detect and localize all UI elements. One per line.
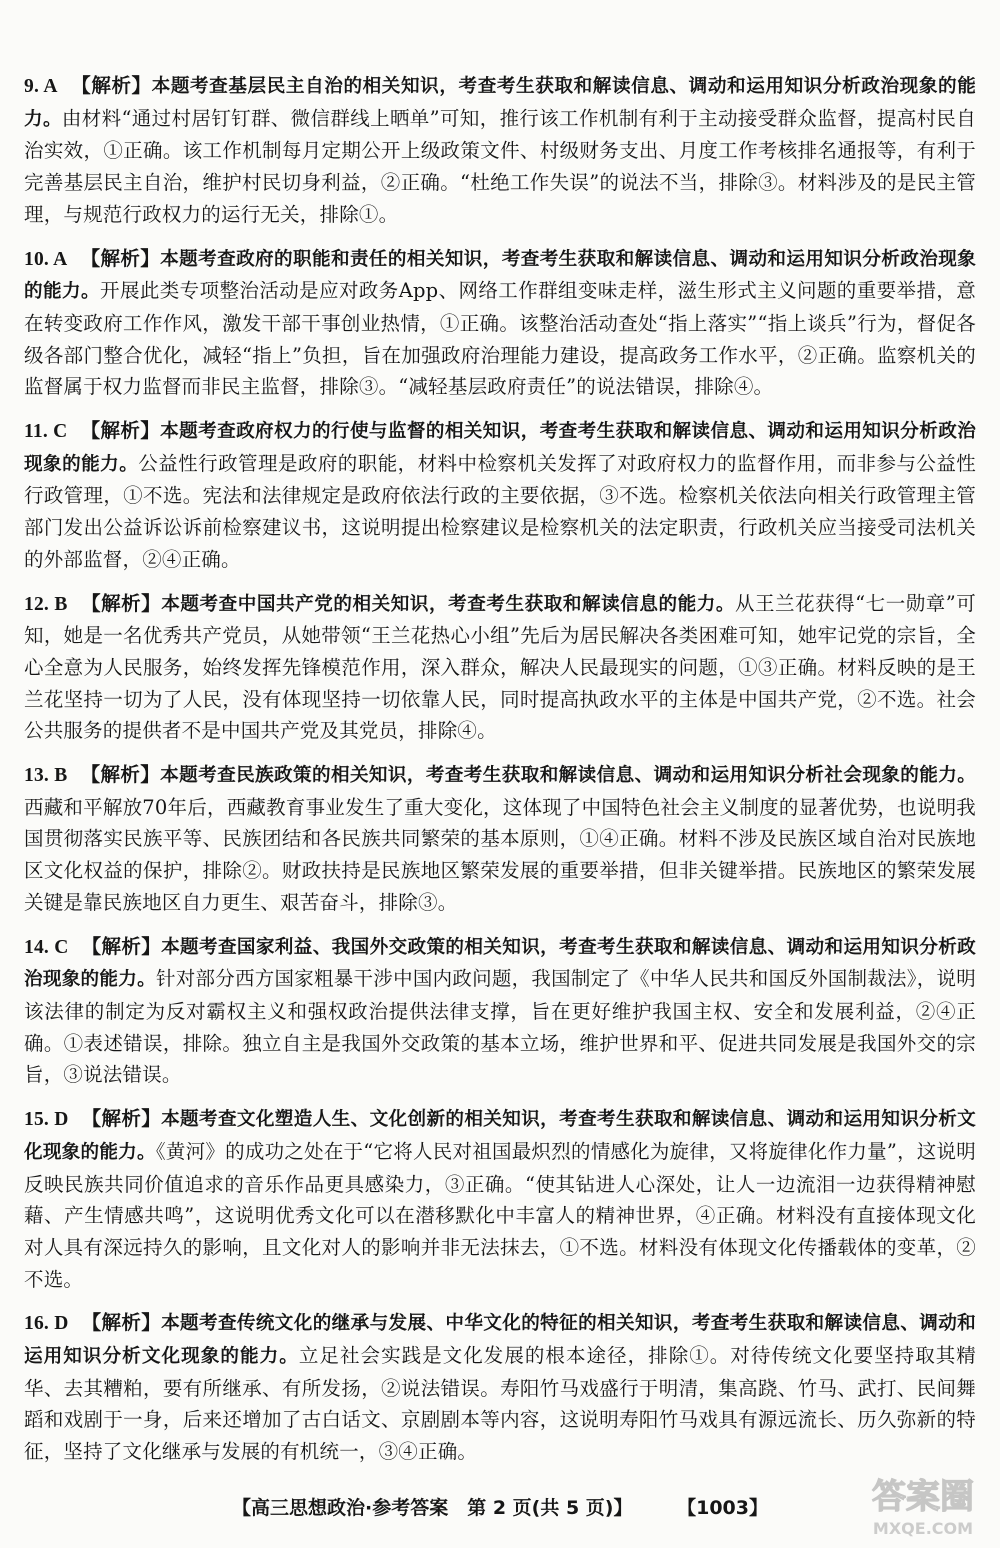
answer-item-10 — [24, 243, 976, 404]
analysis-body: 针对部分西方国家粗暴干涉中国内政问题，我国制定了《中华人民共和国反外国制裁法》，说明该法律的制定为反对霸权主义和强权政治提供法律支撑，旨在更好维护我国主权、安全和发展利益，②④正确。①表述错误，排除。独立自主是我国外交政策的基本立场，维护世界和平、促进共同发展是我国外交的宗旨，③说法错误。 — [24, 967, 976, 1087]
analysis-tag: 【解析】 — [71, 74, 152, 97]
answer-item-14 — [24, 931, 976, 1092]
question-number: 12. B — [24, 593, 68, 615]
analysis-body: 《黄河》的成功之处在于“它将人民对祖国最炽烈的情感化为旋律，又将旋律化作力量”，这说明反映民族共同价值追求的音乐作品更具感染力，③正确。“使其钻进人心深处，让人一边流泪一边获得精神慰藉、产生情感共鸣”，这说明优秀文化可以在潜移默化中丰富人的精神世界，④正确。材料没有直接体现文化对人具有深远持久的影响，且文化对人的影响并非无法抹去，①不选。材料没有体现文化传播载体的变革，②不选。 — [24, 1139, 976, 1291]
analysis-summary: 本题考查政府的职能和责任的相关知识，考查考生获取和解读信息、调动和运用知识分析政治现象的能力。 — [24, 248, 976, 303]
analysis-body: 由材料“通过村居钉钉群、微信群线上晒单”可知，推行该工作机制有利于主动接受群众监督，提高村民自治实效，①正确。该工作机制每月定期公开上级政策文件、村级财务支出、月度工作考核排名通报等，有利于完善基层民主自治，维护村民切身利益，②正确。“杜绝工作失误”的说法不当，排除③。材料涉及的是民主管理，与规范行政权力的运行无关，排除①。 — [24, 106, 976, 226]
question-number: 15. D — [24, 1109, 69, 1131]
answer-paragraph — [24, 243, 976, 404]
answer-item-15 — [24, 1103, 976, 1295]
analysis-summary: 本题考查民族政策的相关知识，考查考生获取和解读信息、调动和运用知识分析社会现象的能力。 — [160, 765, 976, 787]
analysis-summary: 本题考查文化塑造人生、文化创新的相关知识，考查考生获取和解读信息、调动和运用知识分析文化现象的能力。 — [24, 1109, 976, 1163]
footer-code: 【1003】 — [677, 1497, 768, 1519]
watermark-url: MXQE.COM — [872, 1519, 974, 1538]
question-number: 14. C — [24, 936, 69, 958]
page-footer — [0, 1493, 1000, 1520]
analysis-summary: 本题考查国家利益、我国外交政策的相关知识，考查考生获取和解读信息、调动和运用知识分析政治现象的能力。 — [24, 936, 976, 991]
question-number: 16. D — [24, 1313, 69, 1335]
answer-paragraph — [24, 759, 976, 919]
answer-key-page — [24, 70, 976, 1480]
analysis-tag: 【解析】 — [80, 763, 161, 787]
answer-item-12 — [24, 588, 976, 748]
analysis-body: 公益性行政管理是政府的职能，材料中检察机关发挥了对政府权力的监督作用，而非参与公益性行政管理，①不选。宪法和法律规定是政府依法行政的主要依据，③不选。检察机关依法向相关行政管理主管部门发出公益诉讼诉前检察建议书，这说明提出检察建议是检察机关的法定职责，行政机关应当接受司法机关的外部监督，②④正确。 — [24, 451, 976, 571]
analysis-tag: 【解析】 — [80, 419, 161, 443]
question-number: 13. B — [24, 765, 68, 787]
answer-item-9 — [24, 70, 976, 231]
analysis-body: 从王兰花获得“七一勋章”可知，她是一名优秀共产党员，从她带领“王兰花热心小组”先后为居民解决各类困难可知，她牢记党的宗旨，全心全意为人民服务，始终发挥先锋模范作用，深入群众，解决人民最现实的问题，①③正确。材料反映的是王兰花坚持一切为了人民，没有体现坚持一切依靠人民，同时提高执政水平的主体是中国共产党，②不选。社会公共服务的提供者不是中国共产党及其党员，排除④。 — [24, 591, 976, 743]
question-number: 10. A — [24, 248, 68, 270]
analysis-summary: 本题考查中国共产党的相关知识，考查考生获取和解读信息的能力。 — [161, 593, 735, 615]
question-number: 9. A — [24, 76, 58, 97]
footer-subject: 【高三思想政治·参考答案 第 2 页(共 5 页)】 — [231, 1497, 633, 1519]
answer-paragraph — [24, 1307, 976, 1468]
answer-paragraph — [24, 1103, 976, 1295]
analysis-summary: 本题考查政府权力的行使与监督的相关知识，考查考生获取和解读信息、调动和运用知识分析政治现象的能力。 — [24, 421, 976, 475]
answer-paragraph — [24, 588, 976, 748]
analysis-summary: 本题考查基层民主自治的相关知识，考查考生获取和解读信息、调动和运用知识分析政治现象的能力。 — [24, 76, 976, 130]
answer-item-11 — [24, 415, 976, 576]
analysis-tag: 【解析】 — [81, 1107, 162, 1131]
analysis-body: 开展此类专项整治活动是应对政务App、网络工作群组变味走样，滋生形式主义问题的重要举措，意在转变政府工作作风，激发干部干事创业热情，①正确。该整治活动查处“指上落实”“指上谈兵”行为，督促各级各部门整合优化，减轻“指上”负担，旨在加强政府治理能力建设，提高政务工作水平，②正确。监察机关的监督属于权力监督而非民主监督，排除③。“减轻基层政府责任”的说法错误，排除④。 — [24, 279, 976, 399]
question-number: 11. C — [24, 421, 68, 443]
analysis-summary: 本题考查传统文化的继承与发展、中华文化的特征的相关知识，考查考生获取和解读信息、调动和运用知识分析文化现象的能力。 — [24, 1313, 976, 1368]
analysis-body: 立足社会实践是文化发展的根本途径，排除①。对待传统文化要坚持取其精华、去其糟粕，要有所继承、有所发扬，②说法错误。寿阳竹马戏盛行于明清，集高跷、竹马、武打、民间舞蹈和戏剧于一身，后来还增加了古白话文、京剧剧本等内容，这说明寿阳竹马戏具有源远流长、历久弥新的特征，坚持了文化继承与发展的有机统一，③④正确。 — [24, 1344, 976, 1464]
answer-paragraph — [24, 70, 976, 231]
analysis-body: 西藏和平解放70年后，西藏教育事业发生了重大变化，这体现了中国特色社会主义制度的显著优势，也说明我国贯彻落实民族平等、民族团结和各民族共同繁荣的基本原则，①④正确。材料不涉及民族区域自治对民族地区文化权益的保护，排除②。财政扶持是民族地区繁荣发展的重要举措，但非关键举措。民族地区的繁荣发展关键是靠民族地区自力更生、艰苦奋斗，排除③。 — [24, 795, 976, 914]
analysis-tag: 【解析】 — [81, 1311, 162, 1335]
answer-item-13 — [24, 759, 976, 919]
analysis-tag: 【解析】 — [80, 246, 161, 270]
watermark-text: 答案圈 — [872, 1477, 974, 1517]
analysis-tag: 【解析】 — [81, 934, 162, 958]
answer-paragraph — [24, 931, 976, 1092]
answer-paragraph — [24, 415, 976, 576]
answer-item-16 — [24, 1307, 976, 1468]
analysis-tag: 【解析】 — [81, 591, 162, 615]
